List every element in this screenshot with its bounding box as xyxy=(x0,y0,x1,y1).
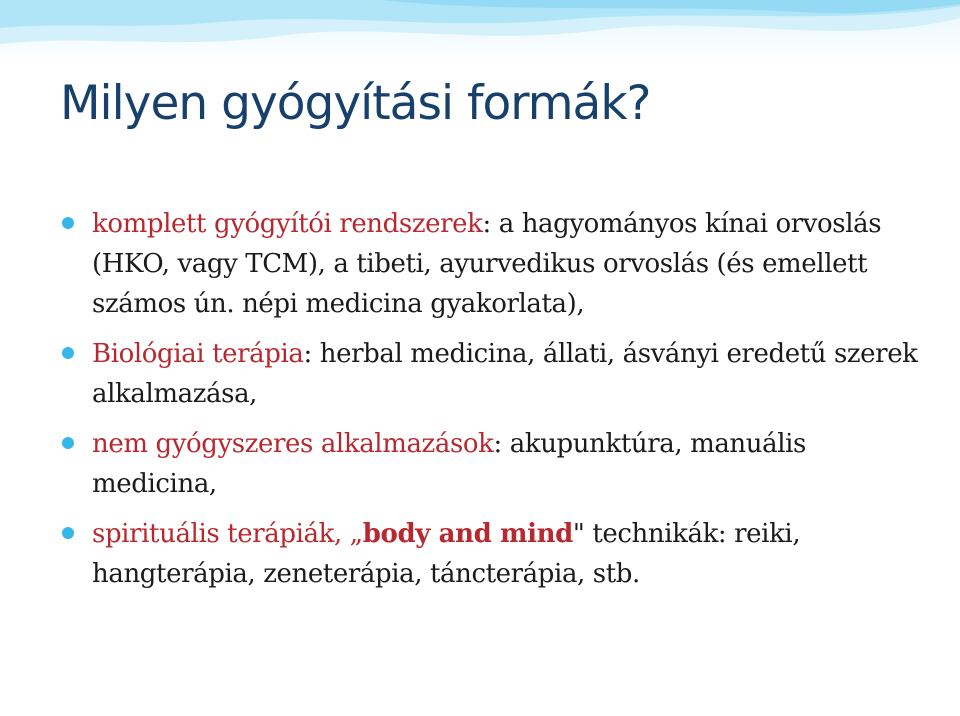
bullet-item xyxy=(60,424,932,504)
bullet-list xyxy=(60,204,932,604)
slide-title: Milyen gyógyítási formák? xyxy=(60,76,651,131)
bullet-dot-icon xyxy=(62,527,74,539)
bullet-item xyxy=(60,514,932,594)
bullet-text: : herbal medicina, állati, ásványi eredetű szerek alkalmazása, xyxy=(92,339,918,409)
bullet-dot-icon xyxy=(62,437,74,449)
bullet-dot-icon xyxy=(62,347,74,359)
bullet-item xyxy=(60,204,932,324)
bullet-highlight: komplett gyógyítói rendszerek xyxy=(92,209,483,239)
bullet-text: " technikák: reiki, hangterápia, zeneterápia, táncterápia, stb. xyxy=(92,519,801,589)
bullet-item xyxy=(60,334,932,414)
bullet-text: : a hagyományos kínai orvoslás (HKO, vagy TCM), a tibeti, ayurvedikus orvoslás (és emellett számos ún. népi medicina gyakorlata), xyxy=(92,209,882,319)
bullet-highlight: spirituális terápiák, „ xyxy=(92,519,363,549)
bullet-text: : akupunktúra, manuális medicina, xyxy=(92,429,807,499)
bullet-dot-icon xyxy=(62,217,74,229)
bullet-highlight-bold: body and mind xyxy=(362,519,573,549)
bullet-highlight: Biológiai terápia xyxy=(92,339,304,369)
bullet-highlight: nem gyógyszeres alkalmazások xyxy=(92,429,494,459)
